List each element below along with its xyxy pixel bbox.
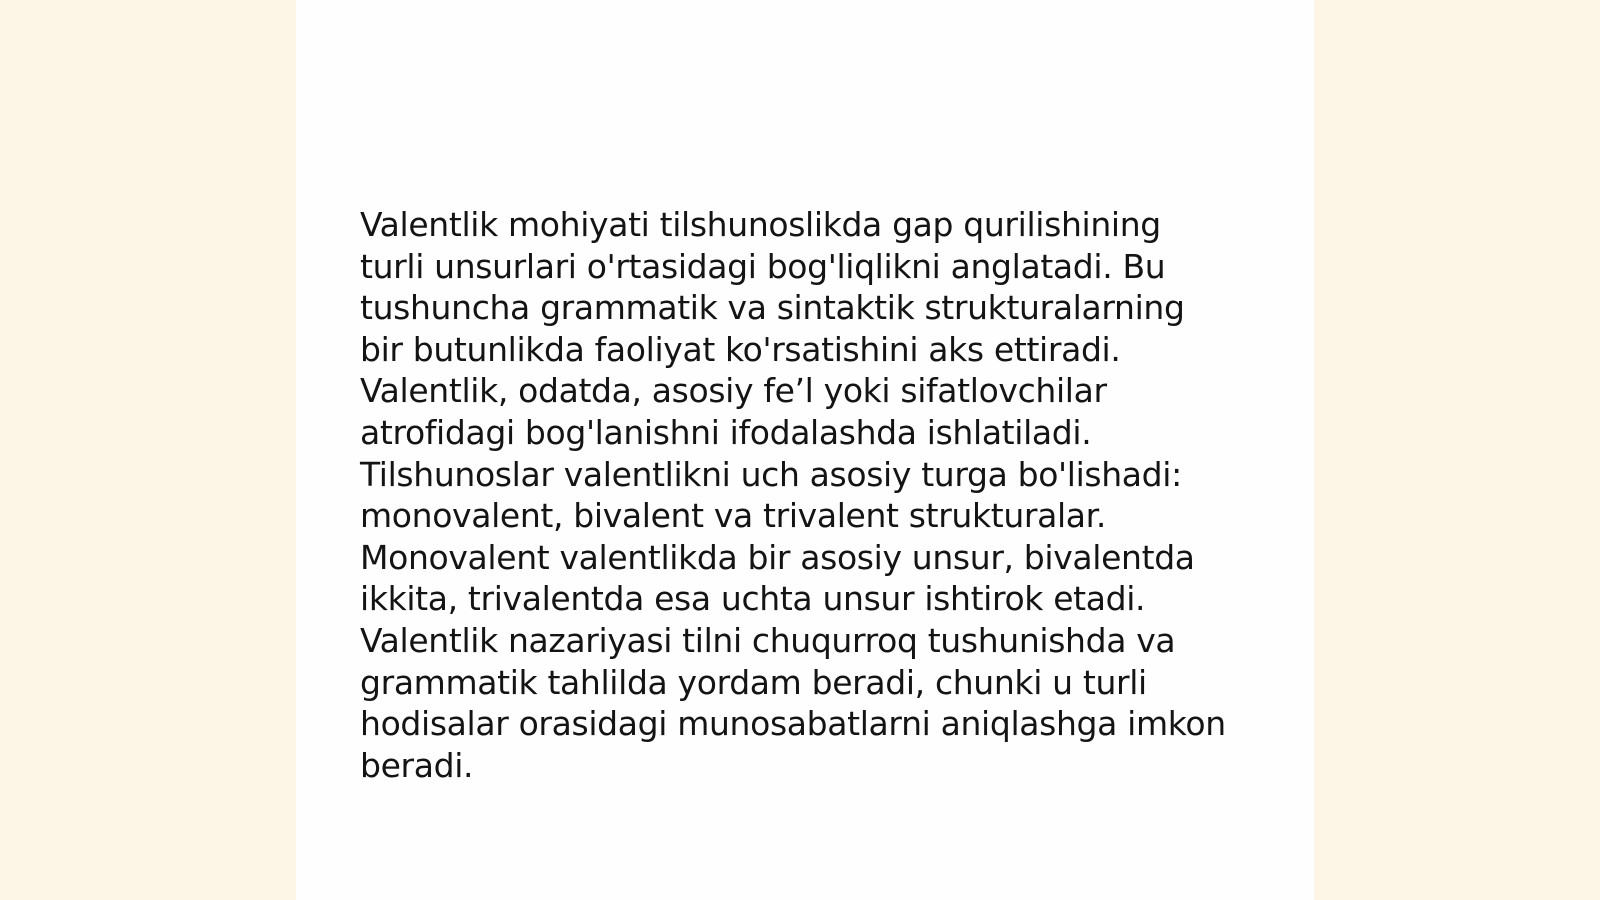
- slide-body-text: Valentlik mohiyati tilshunoslikda gap qurilishining turli unsurlari o'rtasidagi bog'liqlikni anglatadi. Bu tushuncha grammatik va sintaktik strukturalarning bir butunlikda faoliyat ko'rsatishini aks ettiradi. Valentlik, odatda, asosiy fe’l yoki sifatlovchilar atrofidagi bog'lanishni ifodalashda ishlatiladi. Tilshunoslar valentlikni uch asosiy turga bo'lishadi: monovalent, bivalent va trivalent strukturalar. Monovalent valentlikda bir asosiy unsur, bivalentda ikkita, trivalentda esa uchta unsur ishtirok etadi. Valentlik nazariyasi tilni chuqurroq tushunishda va grammatik tahlilda yordam beradi, chunki u turli hodisalar orasidagi munosabatlarni aniqlashga imkon beradi.: [360, 205, 1226, 785]
- right-margin: [1314, 0, 1600, 900]
- left-margin: [0, 0, 296, 900]
- slide-page: [296, 0, 1314, 900]
